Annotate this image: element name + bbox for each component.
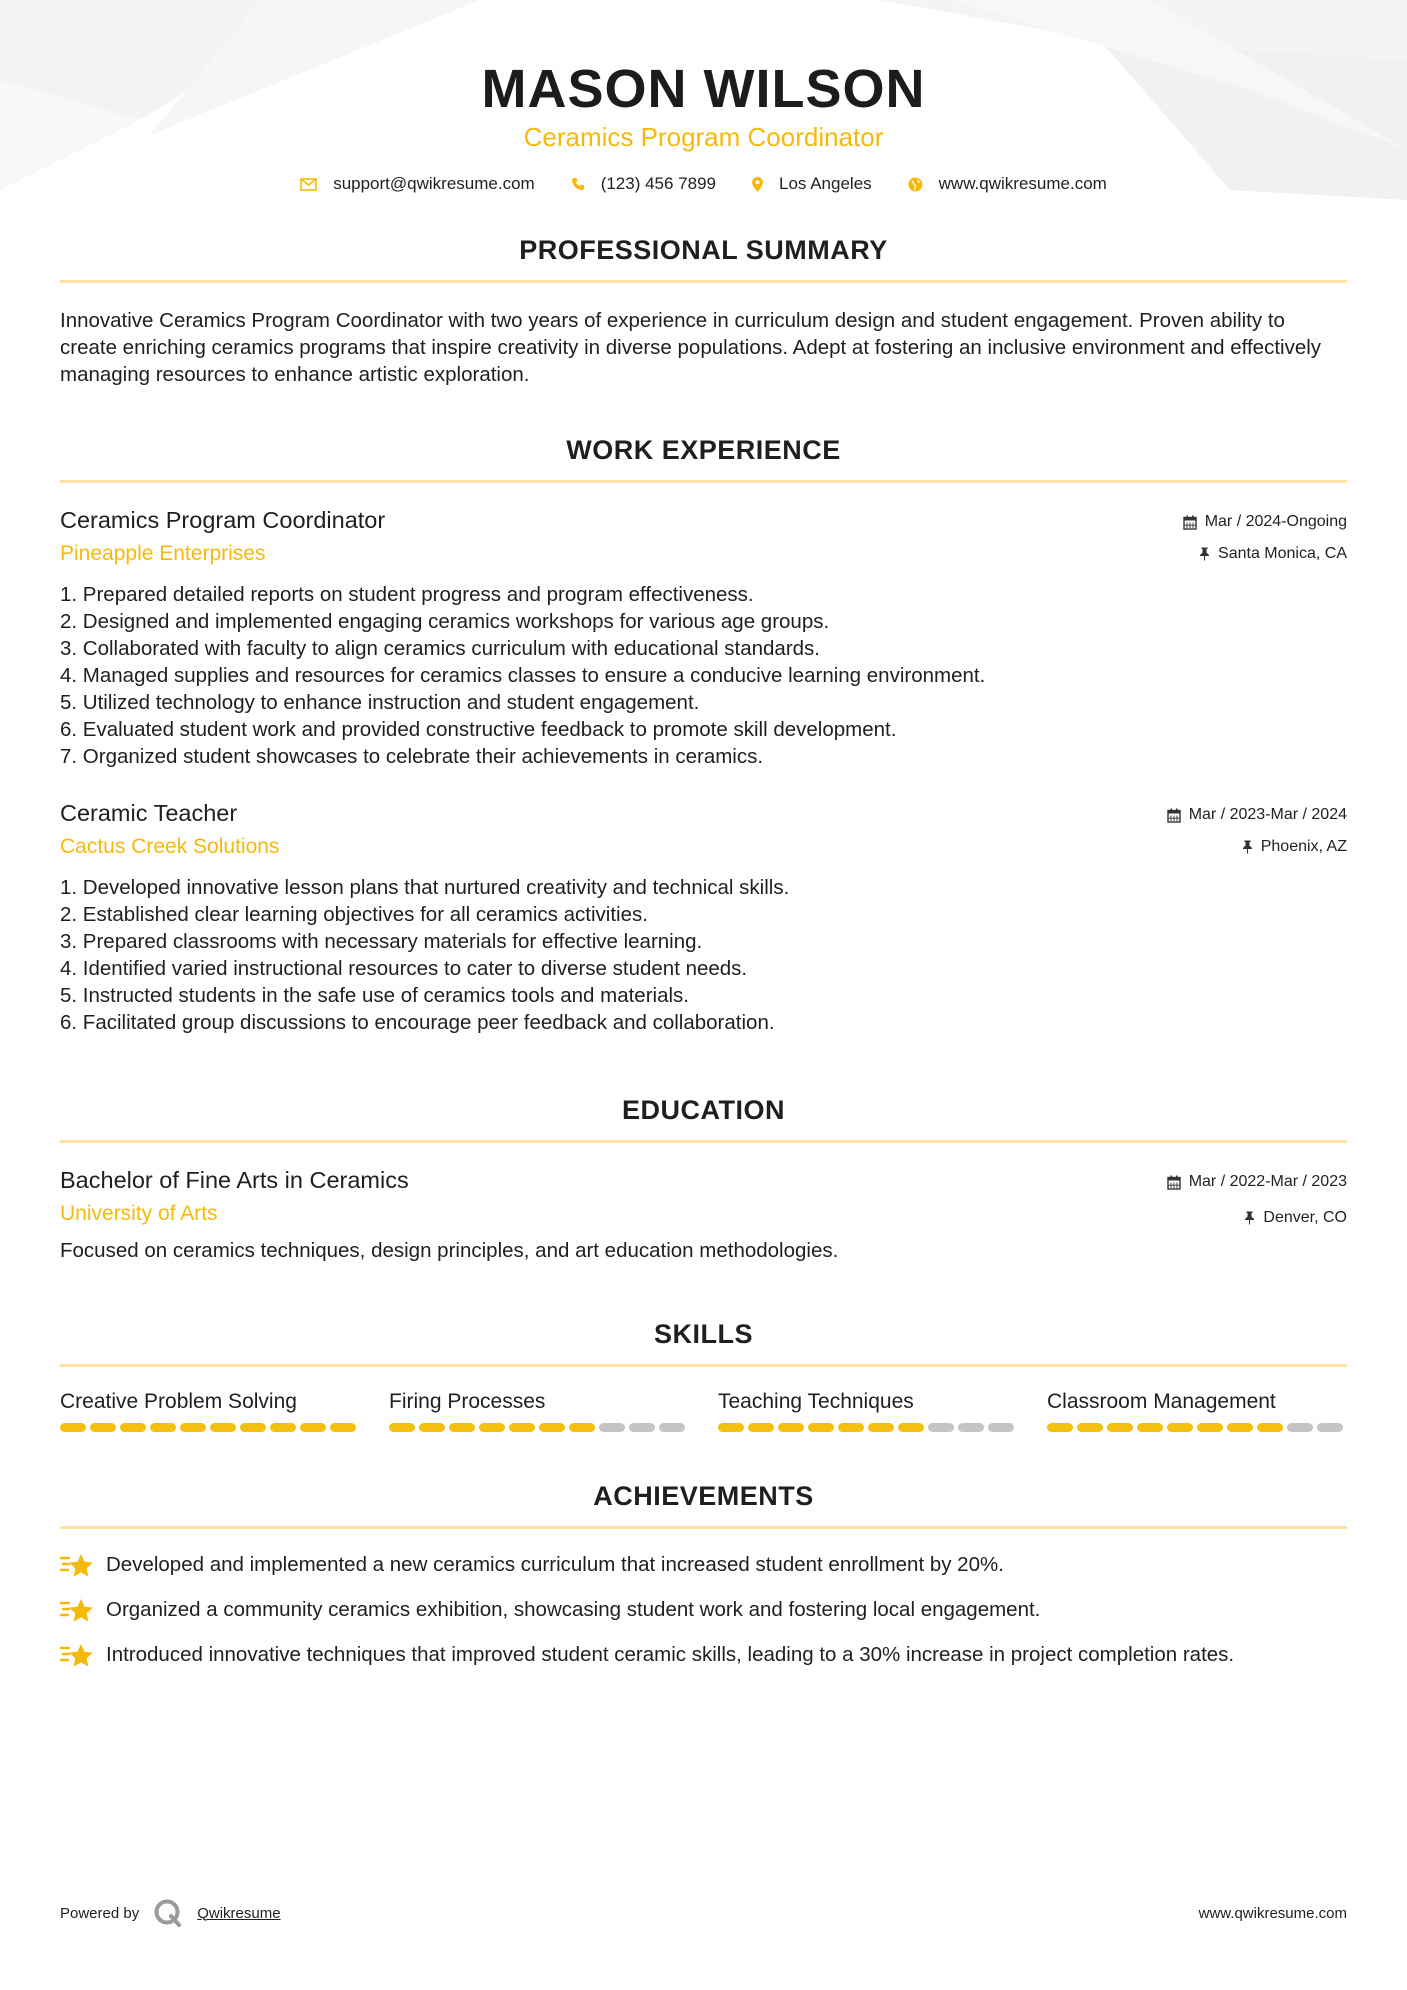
skill-level-bar [60,1423,360,1432]
section-title-experience: WORK EXPERIENCE [566,435,841,465]
school-name: University of Arts [60,1202,218,1225]
contact-location [752,174,872,194]
job-title: Ceramics Program Coordinator [60,507,386,533]
section-divider [60,1140,1347,1143]
achievement-item: Developed and implemented a new ceramics curriculum that increased student enrollment by 20%. [60,1551,1347,1579]
list-item: 1. Prepared detailed reports on student progress and program effectiveness. [60,583,754,606]
job-location: Phoenix, AZ [1167,836,1347,858]
list-item: 5. Instructed students in the safe use of ceramics tools and materials. [60,984,689,1007]
skill-segment-filled [330,1423,356,1432]
phone-text: (123) 456 7899 [600,174,717,193]
skill-segment-filled [479,1423,505,1432]
calendar-icon [1183,515,1197,530]
list-item: 2. Designed and implemented engaging ceramics workshops for various age groups. [60,610,830,633]
section-divider [60,280,1347,283]
degree-title: Bachelor of Fine Arts in Ceramics [60,1167,409,1193]
skill-segment-filled [300,1423,326,1432]
job-company: Pineapple Enterprises [60,542,266,565]
pushpin-icon [1199,547,1210,561]
skill-level-bar [718,1423,1018,1432]
calendar-icon [1167,808,1181,823]
list-item: 6. Evaluated student work and provided constructive feedback to promote skill development. [60,718,897,741]
skill-segment-filled [509,1423,535,1432]
skill-segment-empty [1287,1423,1313,1432]
education-entry [60,1165,1347,1264]
skill-segment-filled [1137,1423,1163,1432]
candidate-name: MASON WILSON [481,59,926,119]
skill-segment-empty [928,1423,954,1432]
list-item: 6. Facilitated group discussions to encourage peer feedback and collaboration. [60,1011,775,1034]
skill-segment-filled [1197,1423,1223,1432]
skill-segment-filled [389,1423,415,1432]
skill-segment-empty [629,1423,655,1432]
achievement-item: Introduced innovative techniques that improved student ceramic skills, leading to a 30% increase in project completion rates. [60,1641,1347,1669]
section-divider [60,480,1347,483]
skill-item: Firing Processes [389,1389,689,1432]
qwikresume-logo-icon [153,1898,183,1928]
skill-segment-filled [1077,1423,1103,1432]
job-location: Santa Monica, CA [1183,543,1347,565]
job-title: Ceramic Teacher [60,800,238,826]
skill-level-bar [389,1423,689,1432]
skill-segment-filled [1107,1423,1133,1432]
skill-segment-filled [240,1423,266,1432]
skills-list [60,1389,1347,1432]
skill-segment-filled [778,1423,804,1432]
skill-segment-filled [539,1423,565,1432]
resume-header [60,0,1347,194]
globe-icon [908,177,923,192]
map-pin-icon [752,177,763,192]
skill-segment-filled [449,1423,475,1432]
section-divider [60,1526,1347,1529]
list-item: 5. Utilized technology to enhance instruction and student engagement. [60,691,700,714]
website-text: www.qwikresume.com [938,174,1107,193]
education-description: Focused on ceramics techniques, design principles, and art education methodologies. [60,1239,839,1262]
skill-segment-filled [60,1423,86,1432]
job-bullets [60,581,1347,770]
brand-link[interactable]: Qwikresume [197,1904,281,1922]
footer-website[interactable]: www.qwikresume.com [1198,1904,1347,1922]
skill-segment-filled [180,1423,206,1432]
skill-segment-filled [868,1423,894,1432]
experience-entry [60,798,1347,1036]
skill-segment-empty [1317,1423,1343,1432]
achievements-list [60,1551,1347,1669]
contact-website[interactable] [908,174,1107,194]
skill-segment-empty [988,1423,1014,1432]
job-dates: Mar / 2023-Mar / 2024 [1167,804,1347,826]
summary-text: Innovative Ceramics Program Coordinator with two years of experience in curriculum design and student engagement. Proven ability to create enriching ceramics programs that inspire creativity in diverse populations. Adept at fostering an inclusive environment and effectively managing resources to enhance artistic exploration. [60,309,1322,386]
section-title-achievements: ACHIEVEMENTS [593,1481,814,1511]
skill-segment-filled [419,1423,445,1432]
skill-segment-filled [1227,1423,1253,1432]
skill-item: Creative Problem Solving [60,1389,360,1432]
list-item: 1. Developed innovative lesson plans that nurtured creativity and technical skills. [60,876,790,899]
email-text: support@qwikresume.com [333,174,535,193]
skill-segment-filled [90,1423,116,1432]
powered-by-label: Powered by [60,1904,140,1922]
skill-segment-filled [569,1423,595,1432]
section-title-skills: SKILLS [653,1319,753,1349]
section-title-summary: PROFESSIONAL SUMMARY [519,235,888,265]
skill-segment-filled [270,1423,296,1432]
section-title-education: EDUCATION [622,1095,785,1125]
skill-item: Teaching Techniques [718,1389,1018,1432]
job-dates: Mar / 2024-Ongoing [1183,511,1347,533]
skill-segment-filled [808,1423,834,1432]
list-item: 7. Organized student showcases to celebrate their achievements in ceramics. [60,745,764,768]
education-location: Denver, CO [1167,1207,1347,1229]
skill-segment-filled [1167,1423,1193,1432]
skill-item: Classroom Management [1047,1389,1347,1432]
education-dates: Mar / 2022-Mar / 2023 [1167,1171,1347,1193]
phone-icon [571,177,585,191]
list-item: 3. Collaborated with faculty to align ceramics curriculum with educational standards. [60,637,821,660]
job-bullets [60,874,1347,1036]
star-icon [60,1643,94,1669]
skill-segment-filled [898,1423,924,1432]
pushpin-icon [1242,840,1253,854]
calendar-icon [1167,1175,1181,1190]
skill-level-bar [1047,1423,1347,1432]
envelope-icon [300,178,317,191]
list-item: 4. Managed supplies and resources for ceramics classes to ensure a conducive learning environment. [60,664,986,687]
skill-segment-filled [1047,1423,1073,1432]
skill-segment-empty [599,1423,625,1432]
location-text: Los Angeles [779,174,872,193]
skill-segment-empty [659,1423,685,1432]
skill-segment-empty [958,1423,984,1432]
star-icon [60,1598,94,1624]
skill-segment-filled [210,1423,236,1432]
list-item: 3. Prepared classrooms with necessary materials for effective learning. [60,930,703,953]
powered-by [60,1898,281,1928]
pushpin-icon [1244,1211,1255,1225]
contact-phone[interactable] [571,174,716,194]
contact-bar [60,174,1347,194]
skill-segment-filled [1257,1423,1283,1432]
candidate-title: Ceramics Program Coordinator [523,122,884,152]
list-item: 2. Established clear learning objectives for all ceramics activities. [60,903,648,926]
experience-entry [60,505,1347,770]
job-company: Cactus Creek Solutions [60,835,280,858]
skill-segment-filled [718,1423,744,1432]
skill-segment-filled [838,1423,864,1432]
skill-segment-filled [120,1423,146,1432]
achievement-item: Organized a community ceramics exhibition, showcasing student work and fostering local engagement. [60,1596,1347,1624]
page-footer [60,1898,1347,1928]
list-item: 4. Identified varied instructional resources to cater to diverse student needs. [60,957,748,980]
star-icon [60,1553,94,1579]
skill-segment-filled [748,1423,774,1432]
skill-segment-filled [150,1423,176,1432]
section-divider [60,1364,1347,1367]
contact-email[interactable] [300,174,535,194]
